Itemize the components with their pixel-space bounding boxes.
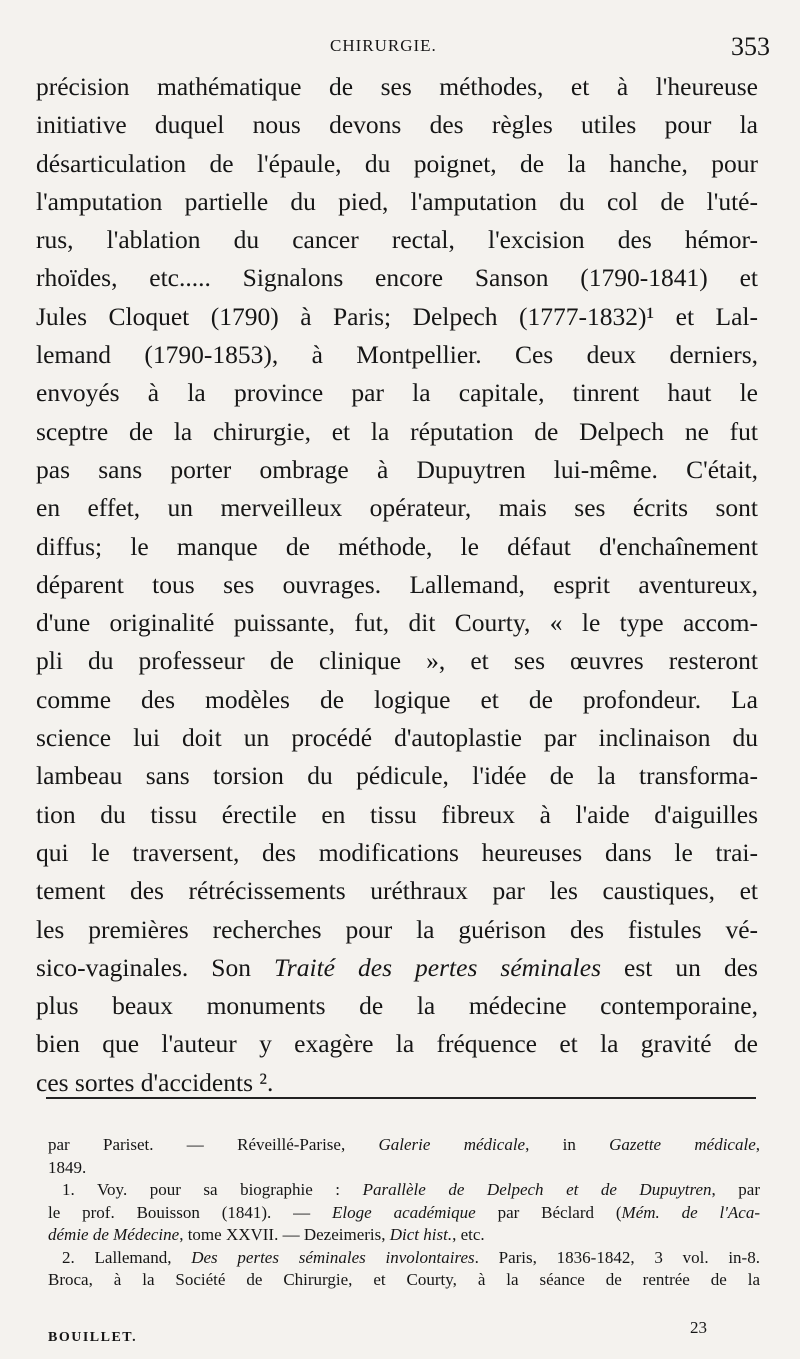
text-run: . Paris, 1836-1842, 3 vol. in-8.: [474, 1247, 760, 1267]
text-run: rus, l'ablation du cancer rectal, l'excision des hémor-: [36, 225, 758, 255]
text-line: [36, 566, 758, 604]
text-line: [36, 872, 758, 910]
text-line: [36, 528, 758, 566]
running-head: CHIRURGIE.: [330, 36, 437, 55]
text-run: lemand (1790-1853), à Montpellier. Ces deux derniers,: [36, 340, 758, 370]
text-run: 2. Lallemand,: [62, 1247, 192, 1267]
text-line: [36, 489, 758, 527]
italic-title: Gazette médicale: [609, 1135, 756, 1154]
text-run: Jules Cloquet (1790) à Paris; Delpech (1777-1832)¹ et Lal-: [36, 301, 758, 331]
text-run: plus beaux monuments de la médecine contemporaine,: [36, 991, 758, 1021]
footnotes: [48, 1134, 760, 1292]
text-run: ces sortes d'accidents ².: [36, 1067, 274, 1097]
text-run: initiative duquel nous devons des règles utiles pour la: [36, 110, 758, 140]
text-run: , par: [711, 1180, 760, 1199]
text-line: [36, 221, 758, 259]
text-run: bien que l'auteur y exagère la fréquence et la gravité de: [36, 1029, 758, 1059]
italic-title: démie de Médecine: [48, 1225, 180, 1244]
text-run: en effet, un merveilleux opérateur, mais ses écrits sont: [36, 493, 758, 523]
text-run: le prof. Bouisson (1841). —: [48, 1202, 333, 1222]
text-line: [36, 68, 758, 106]
italic-title: Parallèle de Delpech et de Dupuytren: [362, 1180, 712, 1199]
text-run: 1. Voy. pour sa biographie :: [62, 1180, 363, 1199]
italic-title: Mém. de l'Aca-: [621, 1202, 760, 1222]
text-run: tion du tissu érectile en tissu fibreux à l'aide d'aiguilles: [36, 799, 758, 829]
text-run: d'une originalité puissante, fut, dit Courty, « le type accom-: [36, 608, 758, 638]
footnote-line: [48, 1269, 760, 1292]
text-run: , in: [525, 1135, 610, 1154]
printer-signature: BOUILLET.: [48, 1330, 138, 1345]
text-line: [36, 183, 758, 221]
text-line: [36, 374, 758, 412]
text-run: lambeau sans torsion du pédicule, l'idée de la transforma-: [36, 761, 758, 791]
text-line: [36, 987, 758, 1025]
text-line: [36, 604, 758, 642]
main-text: [36, 68, 758, 1102]
text-run: rhoïdes, etc..... Signalons encore Sanson (1790-1841) et: [36, 263, 758, 293]
text-line: [36, 298, 758, 336]
text-line: [36, 911, 758, 949]
page-footer: [0, 1318, 800, 1348]
footnote-line: [48, 1202, 760, 1225]
text-line: [36, 796, 758, 834]
text-run: l'amputation partielle du pied, l'amputation du col de l'uté-: [36, 186, 758, 216]
text-run: désarticulation de l'épaule, du poignet, de la hanche, pour: [36, 148, 758, 178]
text-run: précision mathématique de ses méthodes, et à l'heureuse: [36, 72, 758, 101]
text-run: qui le traversent, des modifications heureuses dans le trai-: [36, 837, 758, 867]
text-run: , etc.: [452, 1225, 485, 1244]
text-run: sceptre de la chirurgie, et la réputation de Delpech ne fut: [36, 416, 758, 446]
page-header: [0, 30, 800, 64]
text-run: , tome XXVII. — Dezeimeris,: [179, 1225, 390, 1244]
signature-number: 23: [690, 1318, 707, 1337]
text-run: envoyés à la province par la capitale, tinrent haut le: [36, 378, 758, 408]
text-run: pas sans porter ombrage à Dupuytren lui-même. C'était,: [36, 454, 758, 484]
text-run: diffus; le manque de méthode, le défaut d'enchaînement: [36, 531, 758, 561]
text-line: [36, 834, 758, 872]
text-run: tement des rétrécissements uréthraux par les caustiques, et: [36, 876, 758, 906]
text-line: [36, 336, 758, 374]
text-line: [36, 949, 758, 987]
text-run: comme des modèles de logique et de profondeur. La: [36, 684, 758, 714]
text-run: les premières recherches pour la guérison des fistules vé-: [36, 914, 758, 944]
footnote-line: [48, 1224, 760, 1247]
footnote-line: [48, 1134, 760, 1157]
text-run: sico-vaginales. Son: [36, 952, 275, 982]
text-run: par Béclard (: [475, 1202, 622, 1222]
text-run: 1849.: [48, 1157, 87, 1177]
page-number: 353: [731, 32, 770, 61]
text-run: Broca, à la Société de Chirurgie, et Courty, à la séance de rentrée de la: [48, 1270, 760, 1289]
text-line: [36, 145, 758, 183]
text-line: [36, 681, 758, 719]
text-line: [36, 1025, 758, 1063]
text-run: déparent tous ses ouvrages. Lallemand, esprit aventureux,: [36, 569, 758, 599]
footnote-line: [48, 1179, 760, 1202]
text-run: science lui doit un procédé d'autoplastie par inclinaison du: [36, 723, 758, 753]
text-line: [36, 757, 758, 795]
text-line: [36, 413, 758, 451]
text-run: ,: [755, 1135, 760, 1154]
footnote-line: [48, 1247, 760, 1270]
text-line: [36, 106, 758, 144]
italic-title: Traité des pertes séminales: [274, 952, 601, 982]
text-line: [36, 719, 758, 757]
footnote-separator-rule: [46, 1097, 756, 1099]
text-line: [36, 259, 758, 297]
text-line: [36, 642, 758, 680]
italic-title: Eloge académique: [332, 1202, 476, 1222]
italic-title: Galerie médicale: [378, 1135, 526, 1154]
italic-title: Des pertes séminales involontaires: [191, 1247, 475, 1267]
italic-title: Dict hist.: [389, 1225, 453, 1244]
text-line: [36, 451, 758, 489]
text-run: par Pariset. — Réveillé-Parise,: [48, 1135, 379, 1154]
text-run: pli du professeur de clinique », et ses œuvres resteront: [36, 646, 758, 676]
footnote-line: [48, 1157, 760, 1180]
text-run: est un des: [601, 952, 758, 982]
